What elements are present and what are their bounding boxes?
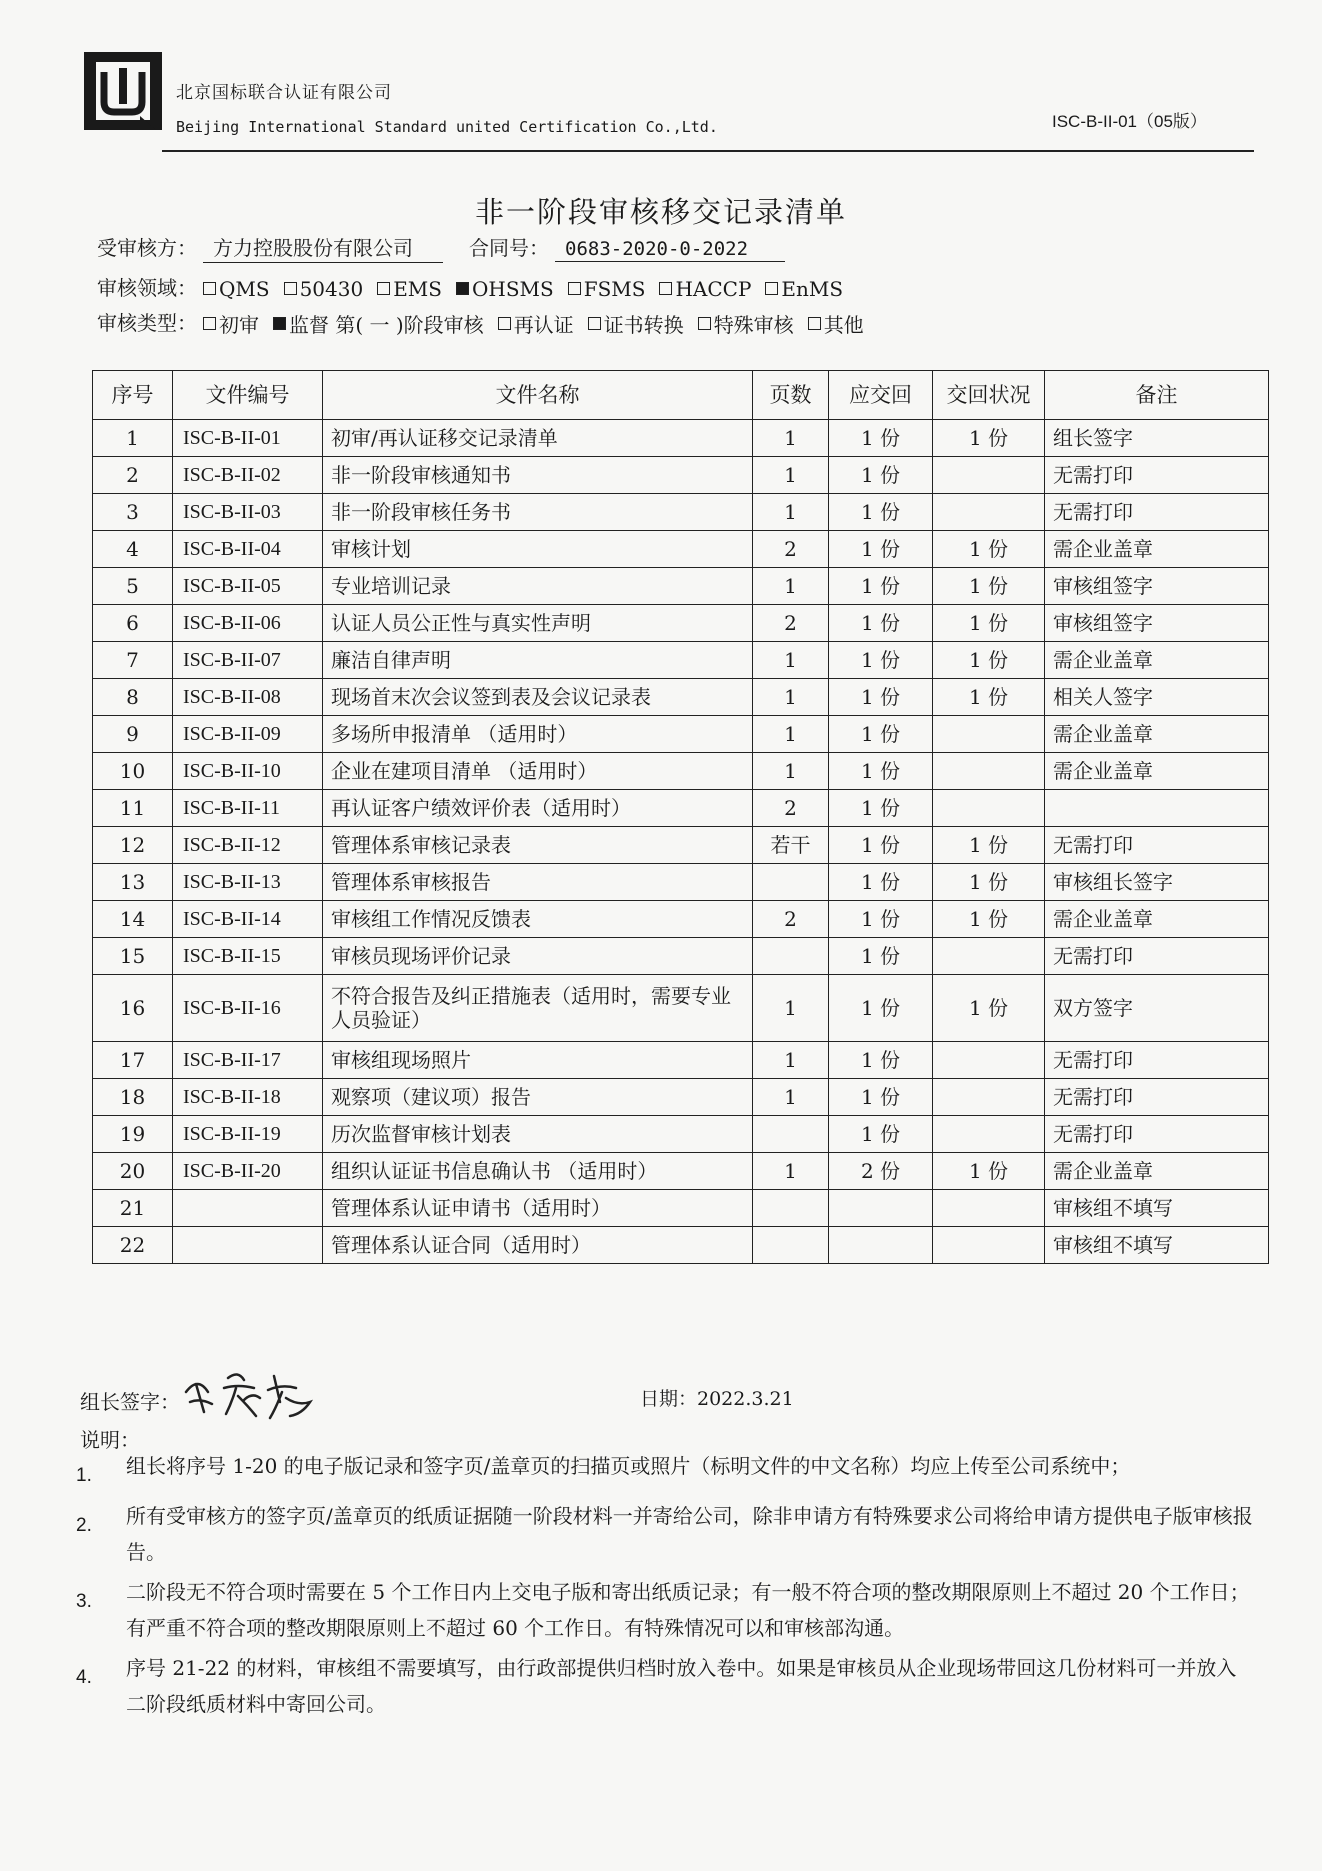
- note-text: 所有受审核方的签字页/盖章页的纸质证据随一阶段材料一并寄给公司，除非申请方有特殊要求公司将给申请方提供电子版审核报告。: [126, 1504, 1253, 1564]
- cell-pages: 1: [753, 753, 829, 790]
- cell-doc-name: 管理体系审核报告: [323, 864, 753, 901]
- cell-pages: 2: [753, 605, 829, 642]
- cell-required: 2 份: [829, 1153, 933, 1190]
- cell-pages: 1: [753, 1079, 829, 1116]
- cell-seq: 5: [93, 568, 173, 605]
- cell-seq: 16: [93, 975, 173, 1042]
- handover-table: [92, 370, 1269, 1264]
- cell-returned: 1 份: [933, 420, 1045, 457]
- cell-doc-name: 管理体系审核记录表: [323, 827, 753, 864]
- auditee-value: 方力控股股份有限公司: [203, 232, 443, 263]
- cell-doc-code: ISC-B-II-19: [173, 1116, 323, 1153]
- cell-seq: 4: [93, 531, 173, 568]
- sign-date: 日期：2022.3.21: [640, 1388, 794, 1410]
- auditee-line: [97, 232, 785, 263]
- note-item: [76, 1448, 1256, 1494]
- audit-type-option-label: 其他: [823, 313, 864, 337]
- cell-required: 1 份: [829, 975, 933, 1042]
- cell-seq: 15: [93, 938, 173, 975]
- cell-doc-code: ISC-B-II-05: [173, 568, 323, 605]
- audit-domain-option-label: HACCP: [675, 276, 752, 301]
- table-row: [93, 975, 1269, 1042]
- audit-domain-option[interactable]: [284, 277, 364, 301]
- table-header-row: [93, 371, 1269, 420]
- cell-doc-name: 再认证客户绩效评价表（适用时）: [323, 790, 753, 827]
- cell-doc-name: 审核组现场照片: [323, 1042, 753, 1079]
- cell-pages: 1: [753, 975, 829, 1042]
- checkbox-icon[interactable]: [568, 282, 581, 295]
- company-name-en: Beijing International Standard united Certification Co.,Ltd.: [176, 118, 718, 136]
- cell-seq: 19: [93, 1116, 173, 1153]
- cell-pages: 1: [753, 679, 829, 716]
- cell-returned: [933, 1079, 1045, 1116]
- audit-type-option-label: 初审: [219, 313, 259, 337]
- cell-seq: 6: [93, 605, 173, 642]
- cell-returned: [933, 1116, 1045, 1153]
- leader-signature: [178, 1362, 328, 1422]
- checkbox-icon[interactable]: [808, 317, 821, 330]
- audit-domain-option-label: FSMS: [583, 276, 646, 301]
- column-header: 备注: [1045, 371, 1269, 420]
- table-row: [93, 1153, 1269, 1190]
- cell-returned: [933, 1227, 1045, 1264]
- cell-returned: [933, 1190, 1045, 1227]
- table-row: [93, 1116, 1269, 1153]
- cell-seq: 20: [93, 1153, 173, 1190]
- table-row: [93, 457, 1269, 494]
- cell-remark: 需企业盖章: [1045, 901, 1269, 938]
- audit-type-option-label: 特殊审核: [713, 313, 794, 337]
- column-header: 序号: [93, 371, 173, 420]
- notes-list: [76, 1448, 1256, 1726]
- cell-returned: 1 份: [933, 1153, 1045, 1190]
- cell-required: 1 份: [829, 420, 933, 457]
- cell-remark: 无需打印: [1045, 1079, 1269, 1116]
- cell-remark: 组长签字: [1045, 420, 1269, 457]
- checkbox-icon[interactable]: [203, 282, 216, 295]
- table-row: [93, 531, 1269, 568]
- cell-required: 1 份: [829, 568, 933, 605]
- cell-doc-code: ISC-B-II-13: [173, 864, 323, 901]
- cell-required: 1 份: [829, 790, 933, 827]
- contract-value: 0683-2020-0-2022: [555, 238, 785, 262]
- cell-doc-code: ISC-B-II-04: [173, 531, 323, 568]
- column-header: 文件编号: [173, 371, 323, 420]
- auditee-label: 受审核方：: [97, 236, 197, 260]
- cell-doc-code: ISC-B-II-09: [173, 716, 323, 753]
- cell-returned: 1 份: [933, 642, 1045, 679]
- header-divider: [162, 150, 1254, 152]
- cell-returned: [933, 716, 1045, 753]
- cell-returned: 1 份: [933, 679, 1045, 716]
- cell-doc-code: ISC-B-II-01: [173, 420, 323, 457]
- cell-doc-code: ISC-B-II-16: [173, 975, 323, 1042]
- audit-domain-option[interactable]: [203, 277, 270, 301]
- audit-type-line: [97, 307, 878, 338]
- table-row: [93, 827, 1269, 864]
- cell-doc-code: ISC-B-II-17: [173, 1042, 323, 1079]
- cell-seq: 2: [93, 457, 173, 494]
- cell-pages: 1: [753, 420, 829, 457]
- cell-doc-code: ISC-B-II-02: [173, 457, 323, 494]
- cell-required: 1 份: [829, 716, 933, 753]
- cell-required: 1 份: [829, 864, 933, 901]
- cell-pages: [753, 1227, 829, 1264]
- cell-remark: 无需打印: [1045, 1042, 1269, 1079]
- audit-domain-line: [97, 272, 857, 301]
- cell-remark: 需企业盖章: [1045, 531, 1269, 568]
- cell-returned: 1 份: [933, 605, 1045, 642]
- cell-remark: 双方签字: [1045, 975, 1269, 1042]
- cell-doc-name: 企业在建项目清单 （适用时）: [323, 753, 753, 790]
- cell-required: [829, 1227, 933, 1264]
- cell-returned: [933, 753, 1045, 790]
- cell-doc-name: 管理体系认证申请书（适用时）: [323, 1190, 753, 1227]
- cell-doc-name: 观察项（建议项）报告: [323, 1079, 753, 1116]
- cell-doc-code: ISC-B-II-14: [173, 901, 323, 938]
- cell-doc-name: 现场首末次会议签到表及会议记录表: [323, 679, 753, 716]
- audit-type-option[interactable]: [588, 309, 684, 338]
- checked-box-icon[interactable]: [456, 282, 469, 295]
- cell-pages: [753, 1190, 829, 1227]
- cell-pages: 2: [753, 901, 829, 938]
- cell-seq: 10: [93, 753, 173, 790]
- audit-domain-option-label: EMS: [393, 276, 442, 301]
- table-row: [93, 605, 1269, 642]
- audit-type-option[interactable]: [808, 309, 864, 338]
- cell-required: 1 份: [829, 494, 933, 531]
- checkbox-icon[interactable]: [588, 317, 601, 330]
- cell-required: 1 份: [829, 901, 933, 938]
- audit-domain-option[interactable]: [659, 277, 751, 301]
- cell-pages: 若干: [753, 827, 829, 864]
- checkbox-icon[interactable]: [698, 317, 711, 330]
- cell-required: [829, 1190, 933, 1227]
- cell-remark: 相关人签字: [1045, 679, 1269, 716]
- cell-required: 1 份: [829, 1116, 933, 1153]
- cell-seq: 22: [93, 1227, 173, 1264]
- cell-doc-name: 历次监督审核计划表: [323, 1116, 753, 1153]
- checkbox-icon[interactable]: [765, 282, 778, 295]
- checkbox-icon[interactable]: [377, 282, 390, 295]
- note-number: 4.: [76, 1667, 92, 1688]
- cell-required: 1 份: [829, 938, 933, 975]
- audit-domain-option[interactable]: [568, 277, 646, 301]
- cell-doc-name: 审核员现场评价记录: [323, 938, 753, 975]
- cell-remark: 需企业盖章: [1045, 716, 1269, 753]
- audit-domain-option[interactable]: [765, 277, 843, 301]
- cell-doc-code: ISC-B-II-07: [173, 642, 323, 679]
- cell-doc-code: ISC-B-II-10: [173, 753, 323, 790]
- table-row: [93, 642, 1269, 679]
- cell-seq: 8: [93, 679, 173, 716]
- form-code: ISC-B-II-01（05版）: [1052, 112, 1207, 131]
- cell-remark: 需企业盖章: [1045, 1153, 1269, 1190]
- cell-pages: 1: [753, 494, 829, 531]
- audit-domain-option[interactable]: [377, 277, 442, 301]
- cell-doc-name: 廉洁自律声明: [323, 642, 753, 679]
- cell-pages: [753, 864, 829, 901]
- cell-pages: 1: [753, 457, 829, 494]
- cell-returned: 1 份: [933, 827, 1045, 864]
- cell-pages: [753, 1116, 829, 1153]
- table-row: [93, 1190, 1269, 1227]
- note-number: 1.: [76, 1465, 92, 1486]
- cell-doc-name: 不符合报告及纠正措施表（适用时，需要专业人员验证）: [323, 975, 753, 1042]
- cell-doc-name: 多场所申报清单 （适用时）: [323, 716, 753, 753]
- cell-doc-code: ISC-B-II-18: [173, 1079, 323, 1116]
- cell-required: 1 份: [829, 679, 933, 716]
- cell-remark: [1045, 790, 1269, 827]
- audit-domain-option-label: QMS: [219, 276, 270, 301]
- cell-required: 1 份: [829, 605, 933, 642]
- cell-doc-code: ISC-B-II-11: [173, 790, 323, 827]
- cell-returned: 1 份: [933, 975, 1045, 1042]
- cell-seq: 9: [93, 716, 173, 753]
- cell-doc-name: 非一阶段审核通知书: [323, 457, 753, 494]
- note-text: 序号 21-22 的材料，审核组不需要填写，由行政部提供归档时放入卷中。如果是审核员从企业现场带回这几份材料可一并放入二阶段纸质材料中寄回公司。: [126, 1656, 1237, 1716]
- cell-required: 1 份: [829, 531, 933, 568]
- cell-remark: 无需打印: [1045, 494, 1269, 531]
- cell-returned: [933, 494, 1045, 531]
- note-item: [76, 1498, 1256, 1570]
- cell-doc-code: [173, 1190, 323, 1227]
- table-row: [93, 494, 1269, 531]
- cell-remark: 需企业盖章: [1045, 642, 1269, 679]
- audit-type-option-label: 监督 第( 一 )阶段审核: [289, 313, 484, 337]
- cell-remark: 需企业盖章: [1045, 753, 1269, 790]
- checkbox-icon[interactable]: [203, 317, 216, 330]
- cell-doc-name: 非一阶段审核任务书: [323, 494, 753, 531]
- cell-doc-name: 审核计划: [323, 531, 753, 568]
- cell-returned: [933, 457, 1045, 494]
- cell-remark: 无需打印: [1045, 827, 1269, 864]
- cell-seq: 18: [93, 1079, 173, 1116]
- table-row: [93, 753, 1269, 790]
- cell-returned: [933, 790, 1045, 827]
- table-row: [93, 790, 1269, 827]
- cell-remark: 审核组不填写: [1045, 1227, 1269, 1264]
- cell-doc-code: ISC-B-II-08: [173, 679, 323, 716]
- checked-box-icon[interactable]: [273, 317, 286, 330]
- audit-domain-label: 审核领域：: [97, 276, 197, 300]
- page-title: 非一阶段审核移交记录清单: [474, 195, 847, 229]
- cell-doc-name: 审核组工作情况反馈表: [323, 901, 753, 938]
- cell-required: 1 份: [829, 457, 933, 494]
- cell-remark: 审核组不填写: [1045, 1190, 1269, 1227]
- cell-required: 1 份: [829, 1042, 933, 1079]
- audit-domain-option-label: OHSMS: [471, 276, 554, 301]
- table-row: [93, 420, 1269, 457]
- note-number: 2.: [76, 1515, 92, 1536]
- note-item: [76, 1650, 1256, 1722]
- audit-domain-option[interactable]: [456, 277, 554, 301]
- cell-pages: 1: [753, 568, 829, 605]
- cell-doc-code: ISC-B-II-15: [173, 938, 323, 975]
- company-logo: [82, 50, 164, 134]
- contract-label: 合同号：: [469, 236, 549, 260]
- company-name-cn: 北京国标联合认证有限公司: [176, 83, 392, 103]
- checkbox-icon[interactable]: [659, 282, 672, 295]
- cell-pages: 1: [753, 1153, 829, 1190]
- note-item: [76, 1574, 1256, 1646]
- cell-required: 1 份: [829, 827, 933, 864]
- cell-remark: 无需打印: [1045, 938, 1269, 975]
- cell-seq: 1: [93, 420, 173, 457]
- cell-doc-code: ISC-B-II-03: [173, 494, 323, 531]
- cell-remark: 审核组长签字: [1045, 864, 1269, 901]
- cell-doc-name: 专业培训记录: [323, 568, 753, 605]
- column-header: 文件名称: [323, 371, 753, 420]
- cell-doc-code: ISC-B-II-06: [173, 605, 323, 642]
- table-row: [93, 938, 1269, 975]
- cell-returned: 1 份: [933, 901, 1045, 938]
- table-row: [93, 864, 1269, 901]
- cell-remark: 审核组签字: [1045, 605, 1269, 642]
- notes-title: 说明：: [80, 1428, 140, 1452]
- audit-type-label: 审核类型：: [97, 311, 197, 335]
- audit-type-option[interactable]: [498, 309, 574, 338]
- cell-returned: [933, 1042, 1045, 1079]
- cell-returned: [933, 938, 1045, 975]
- audit-type-option-label: 证书转换: [603, 313, 684, 337]
- table-row: [93, 568, 1269, 605]
- cell-required: 1 份: [829, 642, 933, 679]
- audit-domain-option-label: EnMS: [781, 276, 844, 301]
- note-text: 二阶段无不符合项时需要在 5 个工作日内上交电子版和寄出纸质记录；有一般不符合项的整改期限原则上不超过 20 个工作日；有严重不符合项的整改期限原则上不超过 60 个工作日。有特殊情况可以和审核部沟通。: [126, 1580, 1250, 1640]
- table-row: [93, 1227, 1269, 1264]
- cell-pages: [753, 938, 829, 975]
- column-header: 交回状况: [933, 371, 1045, 420]
- cell-doc-code: ISC-B-II-12: [173, 827, 323, 864]
- audit-type-option[interactable]: [698, 309, 794, 338]
- cell-seq: 21: [93, 1190, 173, 1227]
- leader-sign-label: 组长签字：: [80, 1390, 180, 1414]
- cell-pages: 1: [753, 642, 829, 679]
- cell-required: 1 份: [829, 1079, 933, 1116]
- cell-returned: 1 份: [933, 568, 1045, 605]
- cell-doc-name: 组织认证证书信息确认书 （适用时）: [323, 1153, 753, 1190]
- cell-remark: 无需打印: [1045, 457, 1269, 494]
- cell-pages: 2: [753, 790, 829, 827]
- cell-seq: 11: [93, 790, 173, 827]
- cell-doc-name: 管理体系认证合同（适用时）: [323, 1227, 753, 1264]
- table-row: [93, 901, 1269, 938]
- table-row: [93, 1079, 1269, 1116]
- cell-doc-name: 认证人员公正性与真实性声明: [323, 605, 753, 642]
- cell-pages: 2: [753, 531, 829, 568]
- table-row: [93, 679, 1269, 716]
- cell-seq: 7: [93, 642, 173, 679]
- table-row: [93, 1042, 1269, 1079]
- audit-type-option[interactable]: [273, 309, 484, 338]
- cell-seq: 3: [93, 494, 173, 531]
- table-row: [93, 716, 1269, 753]
- cell-remark: 无需打印: [1045, 1116, 1269, 1153]
- note-number: 3.: [76, 1591, 92, 1612]
- cell-pages: 1: [753, 716, 829, 753]
- cell-seq: 12: [93, 827, 173, 864]
- cell-doc-name: 初审/再认证移交记录清单: [323, 420, 753, 457]
- checkbox-icon[interactable]: [284, 282, 297, 295]
- cell-seq: 17: [93, 1042, 173, 1079]
- column-header: 应交回: [829, 371, 933, 420]
- cell-seq: 14: [93, 901, 173, 938]
- audit-type-option[interactable]: [203, 309, 259, 338]
- cell-returned: 1 份: [933, 864, 1045, 901]
- cell-pages: 1: [753, 1042, 829, 1079]
- audit-type-option-label: 再认证: [513, 313, 574, 337]
- checkbox-icon[interactable]: [498, 317, 511, 330]
- note-text: 组长将序号 1-20 的电子版记录和签字页/盖章页的扫描页或照片（标明文件的中文名称）均应上传至公司系统中；: [126, 1454, 1131, 1478]
- column-header: 页数: [753, 371, 829, 420]
- audit-domain-option-label: 50430: [299, 276, 364, 301]
- cell-remark: 审核组签字: [1045, 568, 1269, 605]
- cell-doc-code: ISC-B-II-20: [173, 1153, 323, 1190]
- cell-required: 1 份: [829, 753, 933, 790]
- cell-seq: 13: [93, 864, 173, 901]
- cell-returned: 1 份: [933, 531, 1045, 568]
- cell-doc-code: [173, 1227, 323, 1264]
